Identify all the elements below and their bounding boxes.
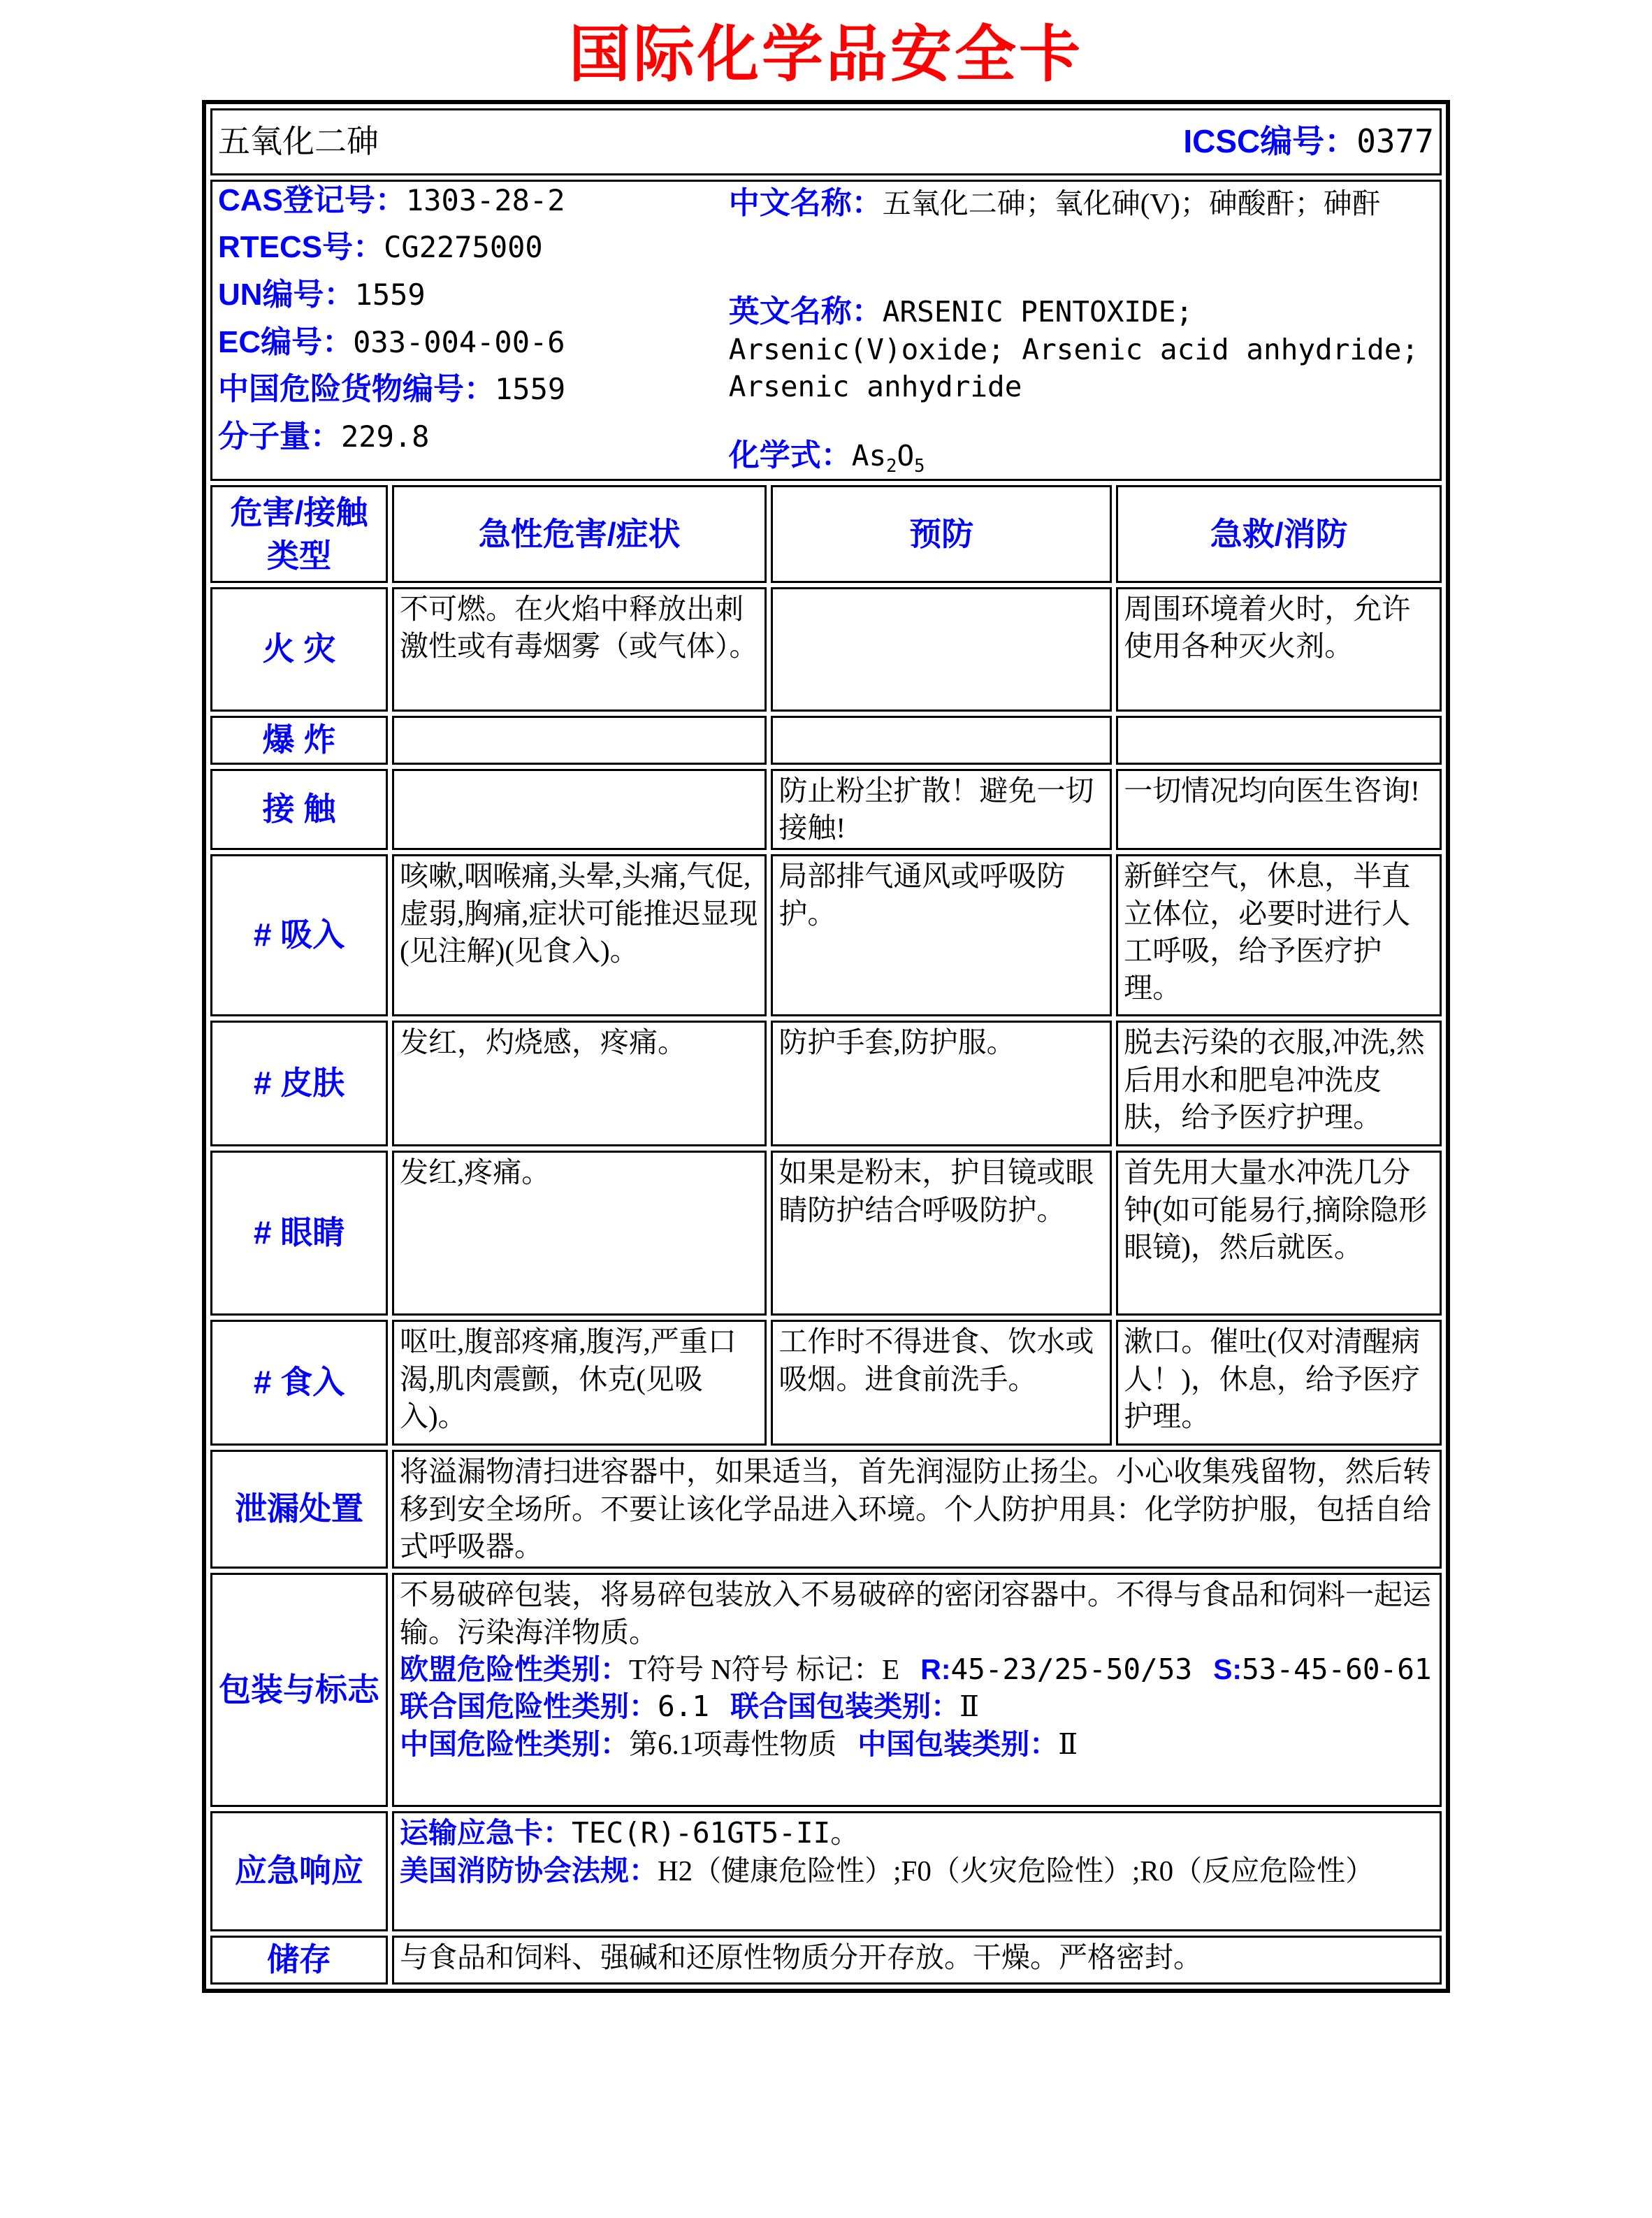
page-title: 国际化学品安全卡: [568, 20, 1083, 89]
skin-prevention-cell: 防护手套,防护服。: [771, 1021, 1112, 1146]
section-label-packaging: 包装与标志: [210, 1573, 388, 1807]
hazard-type-inhalation: # 吸入: [210, 854, 388, 1016]
eyes-symptoms-cell: 发红,疼痛。: [392, 1151, 767, 1316]
section-label-spill: 泄漏处置: [210, 1450, 388, 1569]
chemical-formula: [729, 435, 1434, 477]
nfpa-line: [400, 1852, 1434, 1889]
transport-emergency-card-line: [400, 1815, 1434, 1852]
explosion-prevention-cell: [771, 716, 1112, 765]
explosion-first-aid-cell: [1116, 716, 1442, 765]
inhalation-first-aid-cell: 新鲜空气，休息，半直立体位，必要时进行人工呼吸，给予医疗护理。: [1116, 854, 1442, 1016]
hazard-row-fire: [210, 587, 1442, 712]
identifiers-left-column: [218, 183, 729, 477]
section-row-emergency: [210, 1811, 1442, 1931]
section-label-storage: 储存: [210, 1936, 388, 1985]
s-phrases-label: S:: [1213, 1652, 1242, 1685]
rtecs-value: CG2275000: [384, 230, 543, 265]
r-phrases-label: R:: [920, 1652, 951, 1685]
name-row: [210, 108, 1442, 175]
nfpa-label: 美国消防协会法规：: [400, 1854, 658, 1887]
hazard-row-contact: [210, 769, 1442, 851]
identifiers-right-column: [729, 183, 1434, 477]
eyes-prevention-cell: 如果是粉末，护目镜或眼睛防护结合呼吸防护。: [771, 1151, 1112, 1316]
cas-number: [218, 183, 729, 219]
molecular-weight: [218, 419, 729, 455]
hazard-type-skin: # 皮肤: [210, 1021, 388, 1146]
un-value: 1559: [354, 277, 426, 312]
un-class-label: 联合国危险性类别：: [400, 1690, 658, 1723]
contact-prevention-cell: 防止粉尘扩散！避免一切接触!: [771, 769, 1112, 851]
eyes-first-aid-cell: 首先用大量水冲洗几分钟(如可能易行,摘除隐形眼镜)，然后就医。: [1116, 1151, 1442, 1316]
inhalation-prevention-cell: 局部排气通风或呼吸防护。: [771, 854, 1112, 1016]
substance-name: 五氧化二砷: [218, 123, 379, 159]
rtecs-label: RTECS号：: [218, 230, 384, 265]
r-phrases-value: 45-23/25-50/53: [950, 1652, 1193, 1686]
cn-dg-label: 中国危险货物编号：: [218, 372, 495, 407]
cn-pack-label: 中国包装类别：: [857, 1727, 1059, 1760]
hazard-row-skin: [210, 1021, 1442, 1146]
china-dangerous-goods-number: [218, 372, 729, 408]
inhalation-symptoms-cell: 咳嗽,咽喉痛,头晕,头痛,气促,虚弱,胸痛,症状可能推迟显现(见注解)(见食入)。: [392, 854, 767, 1016]
english-name-value: ARSENIC PENTOXIDE; Arsenic(V)oxide; Arsenic acid anhydride; Arsenic anhydride: [728, 294, 1419, 404]
hazard-type-explosion: 爆 炸: [210, 716, 388, 765]
hazard-row-explosion: [210, 716, 1442, 765]
fire-symptoms-cell: 不可燃。在火焰中释放出刺激性或有毒烟雾（或气体）。: [392, 587, 767, 712]
column-header-first-aid: 急救/消防: [1116, 485, 1442, 583]
chinese-name-value: 五氧化二砷；氧化砷(V)；砷酸酐；砷酐: [882, 187, 1381, 219]
packaging-eu-line: [400, 1651, 1434, 1688]
identifiers-cell: [210, 180, 1442, 481]
icsc-card-table: [202, 100, 1450, 1993]
hazard-type-ingestion: # 食入: [210, 1320, 388, 1446]
un-pack-label: 联合国包装类别：: [730, 1690, 960, 1723]
packaging-cn-line: [400, 1726, 1434, 1763]
ingestion-prevention-cell: 工作时不得进食、饮水或吸烟。进食前洗手。: [771, 1320, 1112, 1446]
name-bar-cell: [210, 108, 1442, 175]
ec-number: [218, 325, 729, 361]
english-name: [729, 291, 1434, 406]
section-row-spill: [210, 1450, 1442, 1569]
hazard-row-inhalation: [210, 854, 1442, 1016]
hazard-row-eyes: [210, 1151, 1442, 1316]
mw-label: 分子量：: [218, 419, 341, 454]
section-label-emergency: 应急响应: [210, 1811, 388, 1931]
section-row-storage: [210, 1936, 1442, 1985]
skin-first-aid-cell: 脱去污染的衣服,冲洗,然后用水和肥皂冲洗皮肤，给予医疗护理。: [1116, 1021, 1442, 1146]
un-number: [218, 278, 729, 313]
eu-class-label: 欧盟危险性类别：: [400, 1652, 630, 1685]
section-row-packaging: [210, 1573, 1442, 1807]
contact-symptoms-cell: [392, 769, 767, 851]
eu-class-value: T符号 N符号 标记：E: [629, 1652, 900, 1685]
cas-label: CAS登记号：: [218, 182, 406, 217]
un-label: UN编号：: [218, 277, 355, 312]
tec-value: TEC(R)-61GT5-II。: [572, 1816, 860, 1850]
icsc-number-label: ICSC编号：: [1183, 122, 1357, 159]
hazard-type-eyes: # 眼睛: [210, 1151, 388, 1316]
rtecs-number: [218, 230, 729, 266]
column-header-hazard-type: 危害/接触类型: [210, 485, 388, 583]
icsc-number: [1183, 121, 1434, 163]
ec-value: 033-004-00-6: [353, 324, 565, 359]
explosion-symptoms-cell: [392, 716, 767, 765]
s-phrases-value: 53-45-60-61: [1242, 1652, 1432, 1686]
ec-label: EC编号：: [218, 324, 354, 359]
packaging-un-line: [400, 1688, 1434, 1725]
nfpa-value: H2（健康危险性）;F0（火灾危险性）;R0（反应危险性）: [658, 1854, 1375, 1887]
english-name-label: 英文名称：: [728, 294, 883, 329]
column-header-symptoms: 急性危害/症状: [392, 485, 767, 583]
cn-class-label: 中国危险性类别：: [400, 1727, 630, 1760]
cn-class-value: 第6.1项毒性物质: [629, 1727, 837, 1760]
fire-first-aid-cell: 周围环境着火时，允许使用各种灭火剂。: [1116, 587, 1442, 712]
packaging-content-cell: [392, 1573, 1442, 1807]
formula-value: $As_2O_5$: [851, 438, 925, 476]
cn-pack-value: Ⅱ: [1058, 1727, 1078, 1760]
skin-symptoms-cell: 发红，灼烧感，疼痛。: [392, 1021, 767, 1146]
hazard-type-fire: 火 灾: [210, 587, 388, 712]
un-class-value: 6.1: [658, 1690, 710, 1724]
cn-dg-value: 1559: [495, 372, 566, 407]
packaging-text: 不易破碎包装，将易碎包装放入不易破碎的密闭容器中。不得与食品和饲料一起运输。污染海洋物质。: [400, 1578, 1432, 1648]
tec-label: 运输应急卡：: [400, 1817, 572, 1850]
formula-label: 化学式：: [728, 438, 852, 473]
emergency-content-cell: [392, 1811, 1442, 1931]
icsc-number-value: 0377: [1356, 122, 1434, 160]
hazard-header-row: [210, 485, 1442, 583]
chinese-name: [729, 183, 1434, 223]
spill-content-cell: 将溢漏物清扫进容器中，如果适当，首先润湿防止扬尘。小心收集残留物，然后转移到安全场所。不要让该化学品进入环境。个人防护用具：化学防护服，包括自给式呼吸器。: [392, 1450, 1442, 1569]
chinese-name-label: 中文名称：: [728, 185, 883, 220]
hazard-row-ingestion: [210, 1320, 1442, 1446]
un-pack-value: Ⅱ: [959, 1690, 979, 1723]
storage-content-cell: 与食品和饲料、强碱和还原性物质分开存放。干燥。严格密封。: [392, 1936, 1442, 1985]
ingestion-first-aid-cell: 漱口。催吐(仅对清醒病人！)，休息，给予医疗护理。: [1116, 1320, 1442, 1446]
fire-prevention-cell: [771, 587, 1112, 712]
contact-first-aid-cell: 一切情况均向医生咨询!: [1116, 769, 1442, 851]
mw-value: 229.8: [341, 419, 430, 454]
hazard-type-contact: 接 触: [210, 769, 388, 851]
cas-value: 1303-28-2: [405, 182, 565, 217]
column-header-prevention: 预防: [771, 485, 1112, 583]
ingestion-symptoms-cell: 呕吐,腹部疼痛,腹泻,严重口渴,肌肉震颤，休克(见吸入)。: [392, 1320, 767, 1446]
identifiers-row: [210, 180, 1442, 481]
